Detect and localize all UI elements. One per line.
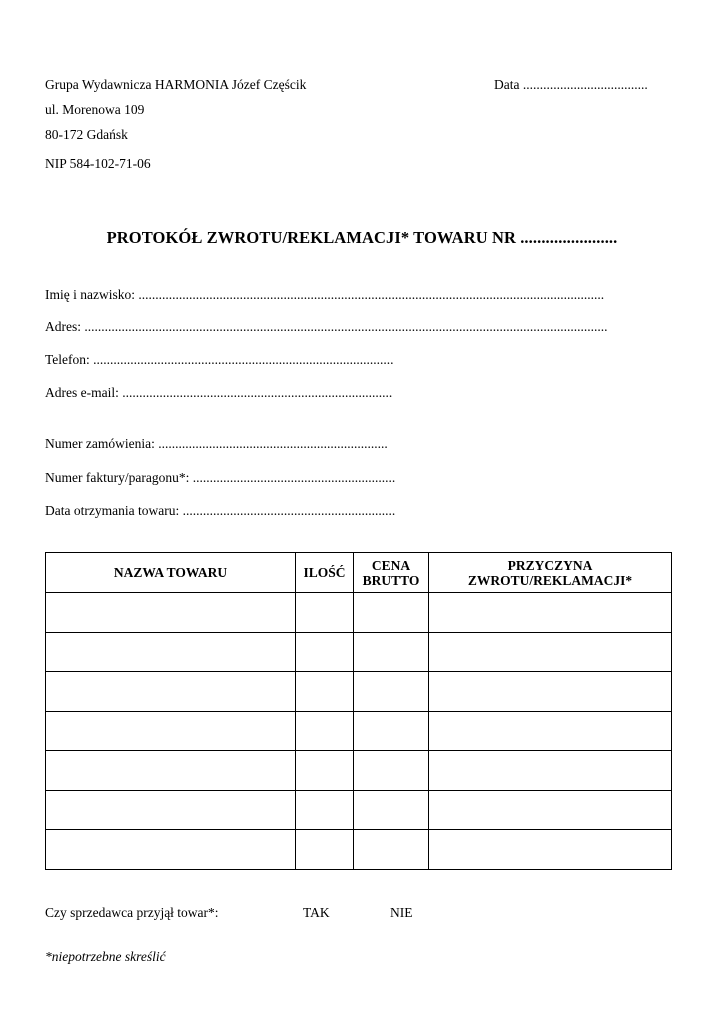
table-header-row [46, 553, 672, 593]
page-title: PROTOKÓŁ ZWROTU/REKLAMACJI* TOWARU NR ....................... [106, 228, 618, 247]
table-row [46, 790, 672, 830]
cell-reason[interactable] [429, 830, 672, 870]
table-row [46, 711, 672, 751]
cell-reason[interactable] [429, 632, 672, 672]
cell-quantity[interactable] [296, 632, 354, 672]
customer-address-line: Adres: ........................................................................................................................................................... [45, 319, 608, 334]
cell-product-name[interactable] [46, 672, 296, 712]
cell-quantity[interactable] [296, 711, 354, 751]
header-reason: PRZYCZYNA ZWROTU/REKLAMACJI* [429, 553, 672, 593]
cell-reason[interactable] [429, 790, 672, 830]
table-row [46, 593, 672, 633]
cell-product-name[interactable] [46, 632, 296, 672]
cell-product-name[interactable] [46, 790, 296, 830]
table-row [46, 632, 672, 672]
company-city: 80-172 Gdańsk [45, 127, 128, 142]
cell-quantity[interactable] [296, 751, 354, 791]
acceptance-no[interactable]: NIE [390, 905, 413, 920]
cell-product-name[interactable] [46, 593, 296, 633]
goods-table [45, 552, 672, 870]
cell-product-name[interactable] [46, 830, 296, 870]
table-row [46, 830, 672, 870]
cell-reason[interactable] [429, 672, 672, 712]
cell-reason[interactable] [429, 751, 672, 791]
cell-product-name[interactable] [46, 711, 296, 751]
company-name: Grupa Wydawnicza HARMONIA Józef Częścik [45, 77, 307, 92]
cell-gross-price[interactable] [354, 593, 429, 633]
cell-quantity[interactable] [296, 830, 354, 870]
invoice-number-line: Numer faktury/paragonu*: ............................................................ [45, 470, 396, 485]
cell-gross-price[interactable] [354, 790, 429, 830]
customer-name-line: Imię i nazwisko: .......................................................................................................................................... [45, 287, 605, 302]
acceptance-question: Czy sprzedawca przyjął towar*: [45, 905, 219, 920]
cell-quantity[interactable] [296, 672, 354, 712]
order-number-line: Numer zamówienia: .................................................................... [45, 436, 388, 451]
cell-product-name[interactable] [46, 751, 296, 791]
company-street: ul. Morenowa 109 [45, 102, 145, 117]
header-quantity: ILOŚĆ [296, 553, 354, 593]
cell-gross-price[interactable] [354, 711, 429, 751]
cell-quantity[interactable] [296, 790, 354, 830]
footnote: *niepotrzebne skreślić [45, 949, 166, 964]
table-row [46, 751, 672, 791]
cell-gross-price[interactable] [354, 672, 429, 712]
customer-phone-line: Telefon: ......................................................................................... [45, 352, 394, 367]
cell-gross-price[interactable] [354, 751, 429, 791]
cell-reason[interactable] [429, 593, 672, 633]
table-row [46, 672, 672, 712]
header-product-name: NAZWA TOWARU [46, 553, 296, 593]
cell-quantity[interactable] [296, 593, 354, 633]
company-nip: NIP 584-102-71-06 [45, 156, 151, 171]
acceptance-yes[interactable]: TAK [303, 905, 330, 920]
cell-reason[interactable] [429, 711, 672, 751]
date-field: Data ..................................... [494, 77, 648, 92]
customer-email-line: Adres e-mail: ................................................................................ [45, 385, 393, 400]
header-gross-price: CENA BRUTTO [354, 553, 429, 593]
cell-gross-price[interactable] [354, 830, 429, 870]
cell-gross-price[interactable] [354, 632, 429, 672]
received-date-line: Data otrzymania towaru: ............................................................... [45, 503, 396, 518]
